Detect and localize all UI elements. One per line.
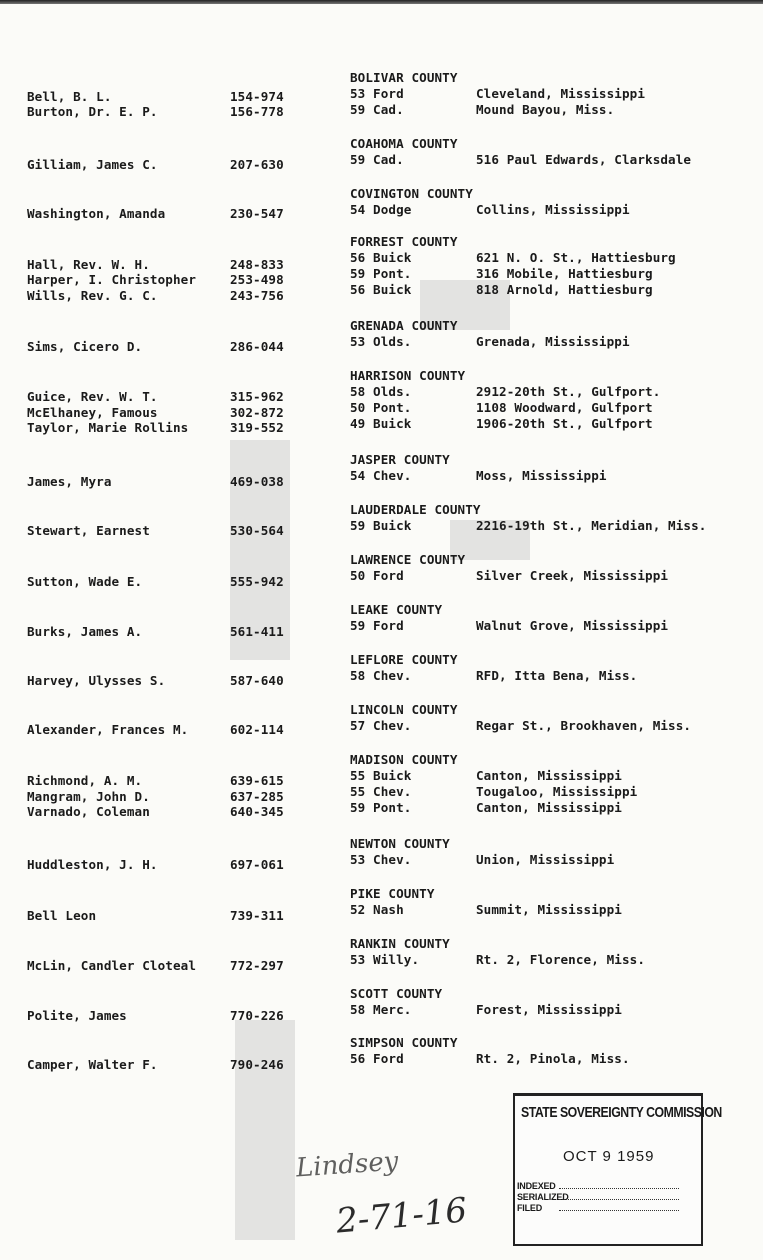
car-address: Walnut Grove, Mississippi: [476, 618, 669, 633]
county-heading: GRENADA COUNTY: [350, 318, 458, 333]
person-name: Huddleston, J. H.: [27, 857, 158, 872]
person-number: 639-615: [230, 773, 284, 788]
stamp-filed-label: FILED: [517, 1203, 542, 1213]
person-number: 770-226: [230, 1008, 284, 1023]
person-number: 469-038: [230, 474, 284, 489]
person-name: Gilliam, James C.: [27, 157, 158, 172]
county-heading: RANKIN COUNTY: [350, 936, 450, 951]
county-heading: LAWRENCE COUNTY: [350, 552, 466, 567]
car-model: 58 Chev.: [350, 668, 412, 683]
county-heading: LEAKE COUNTY: [350, 602, 443, 617]
person-number: 315-962: [230, 389, 284, 404]
car-model: 55 Buick: [350, 768, 412, 783]
stamp-serialized-label: SERIALIZED: [517, 1192, 569, 1202]
person-name: Sutton, Wade E.: [27, 574, 143, 589]
car-address: Grenada, Mississippi: [476, 334, 630, 349]
person-name: Harper, I. Christopher: [27, 272, 197, 287]
county-heading: PIKE COUNTY: [350, 886, 435, 901]
car-model: 58 Olds.: [350, 384, 412, 399]
car-address: 516 Paul Edwards, Clarksdale: [476, 152, 692, 167]
car-model: 53 Willy.: [350, 952, 420, 967]
car-address: Silver Creek, Mississippi: [476, 568, 669, 583]
person-number: 637-285: [230, 789, 284, 804]
person-name: Sims, Cicero D.: [27, 339, 143, 354]
car-model: 59 Pont.: [350, 266, 412, 281]
car-address: Rt. 2, Pinola, Miss.: [476, 1051, 630, 1066]
county-heading: JASPER COUNTY: [350, 452, 450, 467]
car-address: Union, Mississippi: [476, 852, 615, 867]
car-model: 53 Chev.: [350, 852, 412, 867]
person-number: 286-044: [230, 339, 284, 354]
car-model: 54 Dodge: [350, 202, 412, 217]
car-address: 2216-19th St., Meridian, Miss.: [476, 518, 707, 533]
person-number: 302-872: [230, 405, 284, 420]
person-name: Camper, Walter F.: [27, 1057, 158, 1072]
car-address: 1906-20th St., Gulfport: [476, 416, 653, 431]
person-number: 243-756: [230, 288, 284, 303]
person-name: Polite, James: [27, 1008, 127, 1023]
car-address: Canton, Mississippi: [476, 768, 622, 783]
person-number: 154-974: [230, 89, 284, 104]
person-name: McElhaney, Famous: [27, 405, 158, 420]
person-number: 697-061: [230, 857, 284, 872]
car-address: Regar St., Brookhaven, Miss.: [476, 718, 692, 733]
county-heading: NEWTON COUNTY: [350, 836, 450, 851]
car-address: Canton, Mississippi: [476, 800, 622, 815]
county-heading: LAUDERDALE COUNTY: [350, 502, 481, 517]
county-heading: FORREST COUNTY: [350, 234, 458, 249]
person-name: Burks, James A.: [27, 624, 143, 639]
county-heading: MADISON COUNTY: [350, 752, 458, 767]
stamp-serialized-line: [559, 1191, 679, 1200]
person-name: James, Myra: [27, 474, 112, 489]
person-name: Bell Leon: [27, 908, 97, 923]
stamp-indexed-line: [559, 1180, 679, 1189]
car-model: 57 Chev.: [350, 718, 412, 733]
person-number: 230-547: [230, 206, 284, 221]
car-model: 49 Buick: [350, 416, 412, 431]
person-name: McLin, Candler Cloteal: [27, 958, 197, 973]
car-address: 2912-20th St., Gulfport.: [476, 384, 661, 399]
car-model: 59 Buick: [350, 518, 412, 533]
person-number: 790-246: [230, 1057, 284, 1072]
car-model: 59 Cad.: [350, 102, 404, 117]
person-number: 319-552: [230, 420, 284, 435]
person-name: Guice, Rev. W. T.: [27, 389, 158, 404]
received-stamp: [513, 1093, 722, 1246]
person-number: 587-640: [230, 673, 284, 688]
car-address: 1108 Woodward, Gulfport: [476, 400, 653, 415]
car-model: 56 Buick: [350, 282, 412, 297]
person-name: Richmond, A. M.: [27, 773, 143, 788]
car-model: 55 Chev.: [350, 784, 412, 799]
person-name: Wills, Rev. G. C.: [27, 288, 158, 303]
car-address: Summit, Mississippi: [476, 902, 622, 917]
car-address: Rt. 2, Florence, Miss.: [476, 952, 646, 967]
handwritten-signature: Lindsey: [295, 1146, 400, 1184]
person-number: 248-833: [230, 257, 284, 272]
car-address: Moss, Mississippi: [476, 468, 607, 483]
person-number: 602-114: [230, 722, 284, 737]
person-name: Mangram, John D.: [27, 789, 150, 804]
car-address: Tougaloo, Mississippi: [476, 784, 638, 799]
stamp-title: STATE SOVEREIGNTY COMMISSION: [521, 1104, 722, 1121]
car-model: 56 Ford: [350, 1051, 404, 1066]
car-address: Forest, Mississippi: [476, 1002, 622, 1017]
scan-smudge: [235, 1020, 295, 1240]
car-address: 818 Arnold, Hattiesburg: [476, 282, 653, 297]
person-name: Stewart, Earnest: [27, 523, 150, 538]
handwritten-serial: 2-71-16: [334, 1190, 469, 1242]
person-name: Bell, B. L.: [27, 89, 112, 104]
stamp-date: OCT 9 1959: [563, 1148, 655, 1165]
car-address: 316 Mobile, Hattiesburg: [476, 266, 653, 281]
person-name: Hall, Rev. W. H.: [27, 257, 150, 272]
person-name: Harvey, Ulysses S.: [27, 673, 166, 688]
person-number: 555-942: [230, 574, 284, 589]
county-heading: BOLIVAR COUNTY: [350, 70, 458, 85]
car-model: 53 Ford: [350, 86, 404, 101]
person-number: 561-411: [230, 624, 284, 639]
car-model: 56 Buick: [350, 250, 412, 265]
car-model: 54 Chev.: [350, 468, 412, 483]
person-number: 739-311: [230, 908, 284, 923]
car-model: 59 Ford: [350, 618, 404, 633]
county-heading: SIMPSON COUNTY: [350, 1035, 458, 1050]
car-address: Collins, Mississippi: [476, 202, 630, 217]
car-address: 621 N. O. St., Hattiesburg: [476, 250, 676, 265]
stamp-filed-line: [559, 1202, 679, 1211]
car-address: Cleveland, Mississippi: [476, 86, 646, 101]
person-number: 253-498: [230, 272, 284, 287]
car-address: RFD, Itta Bena, Miss.: [476, 668, 638, 683]
county-heading: COAHOMA COUNTY: [350, 136, 458, 151]
person-name: Alexander, Frances M.: [27, 722, 189, 737]
car-model: 59 Cad.: [350, 152, 404, 167]
car-model: 52 Nash: [350, 902, 404, 917]
car-model: 53 Olds.: [350, 334, 412, 349]
person-number: 772-297: [230, 958, 284, 973]
car-model: 50 Pont.: [350, 400, 412, 415]
county-heading: COVINGTON COUNTY: [350, 186, 473, 201]
county-heading: LEFLORE COUNTY: [350, 652, 458, 667]
person-number: 207-630: [230, 157, 284, 172]
county-heading: SCOTT COUNTY: [350, 986, 443, 1001]
person-number: 530-564: [230, 523, 284, 538]
person-number: 640-345: [230, 804, 284, 819]
county-heading: HARRISON COUNTY: [350, 368, 466, 383]
person-number: 156-778: [230, 104, 284, 119]
car-model: 58 Merc.: [350, 1002, 412, 1017]
top-border: [0, 0, 763, 4]
person-name: Washington, Amanda: [27, 206, 166, 221]
car-model: 59 Pont.: [350, 800, 412, 815]
person-name: Taylor, Marie Rollins: [27, 420, 189, 435]
county-heading: LINCOLN COUNTY: [350, 702, 458, 717]
person-name: Burton, Dr. E. P.: [27, 104, 158, 119]
car-model: 50 Ford: [350, 568, 404, 583]
stamp-indexed-label: INDEXED: [517, 1181, 556, 1191]
car-address: Mound Bayou, Miss.: [476, 102, 615, 117]
person-name: Varnado, Coleman: [27, 804, 150, 819]
